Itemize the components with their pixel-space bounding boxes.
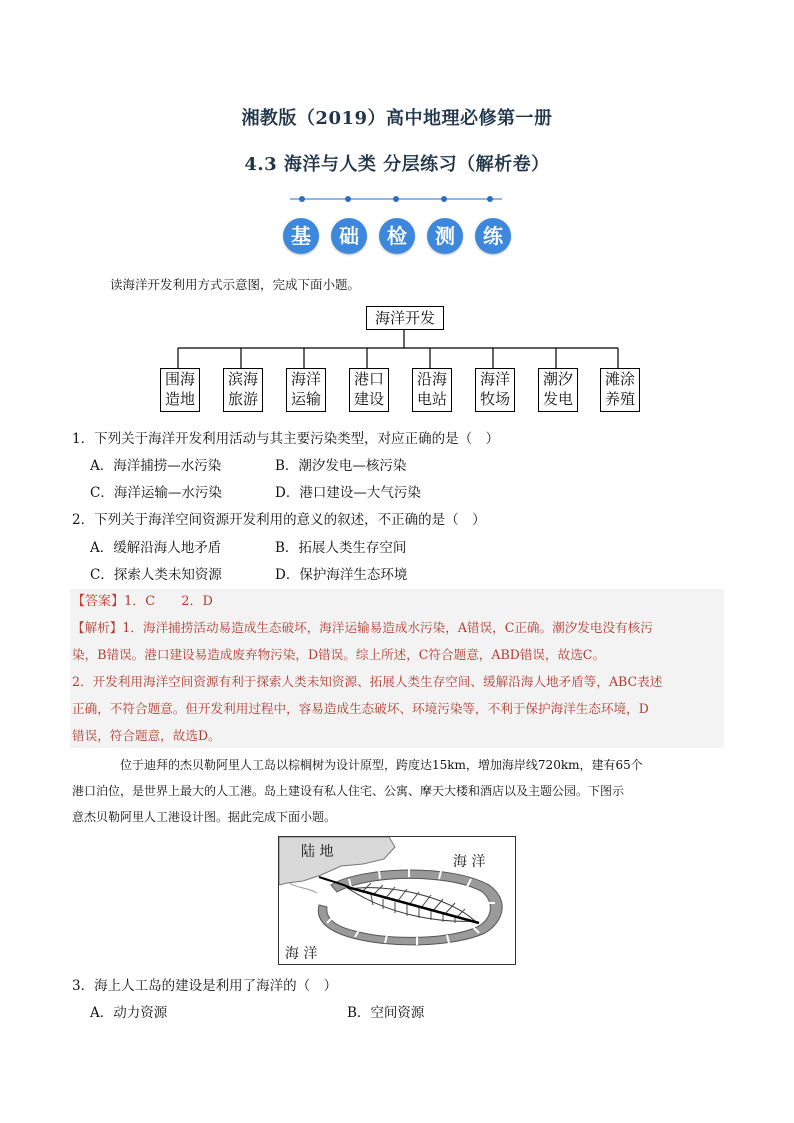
diagram-leaf: 滨海 旅游 [223,368,263,412]
question-3-stem: 3．海上人工岛的建设是利用了海洋的（ ） [72,978,338,994]
q1-option-c: C．海洋运输—水污染 [90,485,222,501]
banner-char: 练 [475,218,511,254]
q2-option-c: C．探索人类未知资源 [90,567,222,583]
intro2-line-1: 位于迪拜的杰贝勒阿里人工岛以棕榈树为设计原型，跨度达15km，增加海岸线720km，建有65个 [120,758,643,772]
q2-option-d: D．保护海洋生态环境 [275,567,408,583]
answer-line [72,588,213,615]
diagram-leaf: 海洋 牧场 [475,368,515,412]
answer-text: 1．C 2．D [124,594,213,609]
q1-option-b: B．潮汐发电—核污染 [275,458,407,474]
diagram-leaf: 海洋 运输 [286,368,326,412]
q1-option-d: D．港口建设—大气污染 [275,485,421,501]
q1-option-a: A．海洋捕捞—水污染 [90,458,222,474]
land-label: 陆 地 [301,844,334,860]
answer-tag: 【答案】 [72,594,125,609]
question-2-stem: 2．下列关于海洋空间资源开发利用的意义的叙述，不正确的是（ ） [72,512,486,528]
section-banner [283,218,515,258]
palm-island-map [278,836,516,965]
diagram-leaf: 围海 造地 [160,368,200,412]
diagram-leaf: 滩涂 养殖 [600,368,640,412]
document-subtitle: 4.3 海洋与人类 分层练习（解析卷） [244,154,550,175]
banner-char: 基 [283,218,319,254]
q3-option-b: B．空间资源 [347,1005,425,1021]
intro2-line-2: 港口泊位，是世界上最大的人工港。岛上建设有私人住宅、公寓、摩天大楼和酒店以及主题公园。下图示 [72,784,625,798]
document-title: 湘教版（2019）高中地理必修第一册 [241,108,553,129]
analysis-tag: 【解析】 [72,620,123,635]
intro2-line-3: 意杰贝勒阿里人工港设计图。据此完成下面小题。 [72,810,337,824]
diagram-leaf: 潮汐 发电 [538,368,578,412]
diagram-leaf: 港口 建设 [349,368,389,412]
section-divider [290,196,502,202]
q3-option-a: A．动力资源 [90,1005,168,1021]
sea-label-bottom: 海 洋 [285,946,318,962]
intro-text: 读海洋开发利用方式示意图，完成下面小题。 [110,277,361,292]
analysis-line-3: 2．开发利用海洋空间资源有利于探索人类未知资源、拓展人类生存空间、缓解沿海人地矛盾等，ABC表述 [72,674,663,689]
question-1-stem: 1．下列关于海洋开发利用活动与其主要污染类型，对应正确的是（ ） [72,431,500,447]
banner-char: 检 [379,218,415,254]
ocean-development-diagram [150,302,650,417]
analysis-line-5: 错误，符合题意，故选D。 [72,728,221,743]
banner-char: 础 [331,218,367,254]
q2-option-a: A．缓解沿海人地矛盾 [90,540,222,556]
q2-option-b: B．拓展人类生存空间 [275,540,407,556]
banner-char: 测 [427,218,463,254]
analysis-line-1: 【解析】1．海洋捕捞活动易造成生态破坏，海洋运输易造成水污染，A错误，C正确。潮汐发电没有核污 [72,620,653,635]
diagram-leaf: 沿海 电站 [412,368,452,412]
sea-label-top: 海 洋 [453,854,486,870]
analysis-line-2: 染，B错误。港口建设易造成废弃物污染，D错误。综上所述，C符合题意，ABD错误，故选C。 [72,647,606,662]
analysis-line-4: 正确，不符合题意。但开发利用过程中，容易造成生态破坏、环境污染等，不利于保护海洋生态环境，D [72,701,649,716]
diagram-root: 海洋开发 [366,306,444,330]
